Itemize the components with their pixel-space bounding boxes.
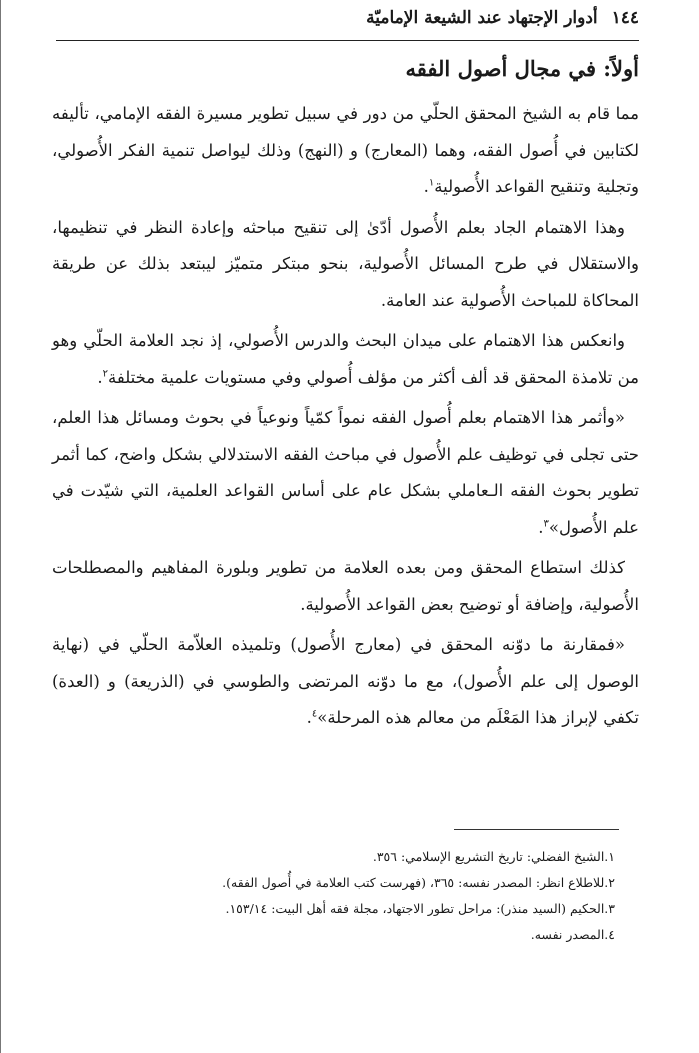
section-heading: أولاً: في مجال أصول الفقه <box>405 56 639 81</box>
footnote-1: ١.الشيخ الفضلي: تاريخ التشريع الإسلامي: ٣٥٦. <box>372 849 615 864</box>
running-title: أدوار الإجتهاد عند الشيعة الإماميّة <box>366 8 598 28</box>
running-header <box>60 8 639 38</box>
paragraph-6: «فمقارنة ما دوّنه المحقق في (معارج الأُصول) وتلميذه العلاّمة الحلّي في (نهاية الوصول إلى علم الأُصول)، مع ما دوّنه المرتضى والطوسي في (الذريعة) و (العدة) تكفي لإبراز هذا المَعْلَم من معالم هذه المرحلة»$^٤$. <box>52 635 639 727</box>
paragraph-2: وهذا الاهتمام الجاد بعلم الأُصول أدّىٰ إلى تنقيح مباحثه وإعادة النظر في تنظيمها، والاستقلال في طرح المسائل الأُصولية، بنحو مبتكر متميّز ليبتعد بذلك عن طريقة المحاكاة للمباحث الأُصولية عند العامة. <box>52 217 639 310</box>
footnote-3: ٣.الحكيم (السيد منذر): مراحل تطور الاجتهاد، مجلة فقه أهل البيت: ١٥٣/١٤. <box>225 901 615 916</box>
paragraph-1: مما قام به الشيخ المحقق الحلّي من دور في سبيل تطوير مسيرة الفقه الإمامي، تأليفه لكتابين في أُصول الفقه، وهما (المعارج) و (النهج) وذلك ليواصل تنمية الفكر الأُصولي، وتجلية وتنقيح القواعد الأُصولية$^١$. <box>52 104 639 196</box>
paragraph-3: وانعكس هذا الاهتمام على ميدان البحث والدرس الأُصولي، إذ نجد العلامة الحلّي وهو من تلامذة المحقق قد ألف أكثر من مؤلف أُصولي وفي مستويات علمية مختلفة$^٢$. <box>52 331 639 387</box>
paragraph-4: «وأثمر هذا الاهتمام بعلم أُصول الفقه نمواً كمّياً ونوعياً في بحوث ومسائل هذا العلم، حتى تجلى في توظيف علم الأُصول في مباحث الفقه الاستدلالي بشكل واضح، كما أثمر تطوير بحوث الفقه الـعاملي بشكل عام على أساس القواعد العلمية، التي شيّدت في علم الأُصول»$^٣$. <box>52 408 639 537</box>
footnote-2: ٢.للاطلاع انظر: المصدر نفسه: ٣٦٥، (فهرست كتب العلامة في أُصول الفقه). <box>222 875 615 890</box>
footnote-ref-1: ١ <box>428 177 435 189</box>
scan-edge <box>0 0 1 1053</box>
footnote-ref-2: ٢ <box>102 368 109 379</box>
header-rule <box>56 40 639 41</box>
footnote-ref-4: ٤ <box>311 708 318 720</box>
footnote-separator <box>454 829 619 830</box>
footnote-4: ٤.المصدر نفسه. <box>530 927 615 942</box>
footnote-ref-3: ٣ <box>543 518 549 529</box>
body-text <box>52 96 639 741</box>
paragraph-5: كذلك استطاع المحقق ومن بعده العلامة من تطوير وبلورة المفاهيم والمصطلحات الأُصولية، وإضافة أو توضيح بعض القواعد الأُصولية. <box>52 558 639 614</box>
page-number: ١٤٤ <box>611 8 639 28</box>
footnotes <box>60 844 615 948</box>
